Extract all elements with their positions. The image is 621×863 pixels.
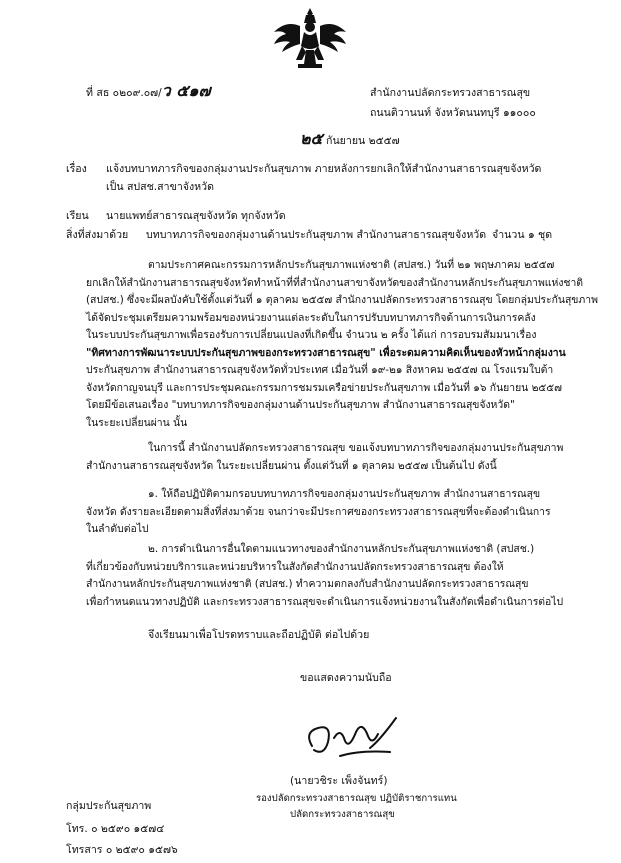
body-paragraph-1 [86, 257, 598, 432]
enclosure-label: สิ่งที่ส่งมาด้วย [66, 229, 129, 241]
enclosure-count: จำนวน ๑ ชุด [492, 229, 553, 241]
handwritten-signature [300, 712, 410, 768]
paragraph-line: "ทิศทางการพัฒนาระบบประกันสุขภาพของกระทรวงสาธารณสุข" เพื่อระดมความคิดเห็นของหัวหน้ากลุ่มงาน [86, 346, 566, 359]
paragraph-line: ในระยะเปลี่ยนผ่าน นั้น [86, 416, 188, 429]
paragraph-line: ตามประกาศคณะกรรมการหลักประกันสุขภาพแห่งชาติ (สปสช.) วันที่ ๒๑ พฤษภาคม ๒๕๕๗ [148, 259, 555, 271]
document-date [300, 130, 400, 150]
paragraph-line: ๑. ให้ถือปฏิบัติตามกรอบบทบาทภารกิจของกลุ่มงานประกันสุขภาพ สำนักงานสาธารณสุข [148, 488, 541, 500]
paragraph-line: ในลำดับต่อไป [86, 523, 149, 535]
paragraph-line: ได้จัดประชุมเตรียมความพร้อมของหน่วยงานแต่ละระดับในการปรับบทบาทภารกิจด้านการเงินการคลัง [86, 311, 536, 324]
enclosure-text: บทบาทภารกิจของกลุ่มงานด้านประกันสุขภาพ สำนักงานสาธารณสุขจังหวัด [146, 229, 487, 241]
paragraph-line: สำนักงานสาธารณสุขจังหวัด ในระยะเปลี่ยนผ่าน ตั้งแต่วันที่ ๑ ตุลาคม ๒๕๕๗ เป็นต้นไป ดังนี้ [86, 459, 497, 472]
closing-sentence: จึงเรียนมาเพื่อโปรดทราบและถือปฏิบัติ ต่อไปด้วย [148, 629, 370, 641]
courtesy-closing: ขอแสดงความนับถือ [300, 672, 392, 684]
subject-line-2: เป็น สปสช.สาขาจังหวัด [106, 181, 214, 193]
paragraph-line: ในการนี้ สำนักงานปลัดกระทรวงสาธารณสุข ขอแจ้งบทบาทภารกิจของกลุ่มงานประกันสุขภาพ [148, 442, 564, 454]
document-number [86, 82, 211, 102]
body-paragraph-2 [86, 440, 566, 475]
paragraph-line: จังหวัด ดังรายละเอียดตามสิ่งที่ส่งมาด้วย จนกว่าจะมีประกาศของกระทรวงสาธารณสุขที่จะต้องดำเนินการ [86, 505, 551, 518]
doc-number-handwritten: ว ๕๑๗ [161, 81, 211, 100]
paragraph-line: เพื่อกำหนดแนวทางปฏิบัติ และกระทรวงสาธารณสุขจะดำเนินการแจ้งหน่วยงานในสังกัดเพื่อดำเนินการต่อไป [86, 595, 564, 608]
agency-name: สำนักงานปลัดกระทรวงสาธารณสุข [370, 87, 531, 99]
salutation-text: นายแพทย์สาธารณสุขจังหวัด ทุกจังหวัด [106, 210, 286, 222]
date-month-year: กันยายน ๒๕๕๗ [326, 135, 400, 147]
signatory-title-2: ปลัดกระทรวงสาธารณสุข [290, 809, 395, 820]
paragraph-line: สำนักงานหลักประกันสุขภาพแห่งชาติ (สปสช.) ทำความตกลงกับสำนักงานปลัดกระทรวงสาธารณสุข [86, 578, 529, 590]
doc-number-label: ที่ สธ ๐๒๐๙.๐๗/ [86, 87, 162, 99]
signatory-name: (นายวชิระ เพ็งจันทร์) [290, 775, 388, 787]
footer-department: กลุ่มประกันสุขภาพ [66, 800, 152, 812]
subject-label: เรื่อง [66, 163, 87, 175]
salutation-label: เรียน [66, 210, 89, 222]
signatory-title-1: รองปลัดกระทรวงสาธารณสุข ปฏิบัติราชการแทน [256, 793, 457, 804]
paragraph-line: ยกเลิกให้สำนักงานสาธารณสุขจังหวัดทำหน้าที่ที่สำนักงานสาขาจังหวัดของสำนักงานหลักประกันสุขภาพแห่งชาติ [86, 276, 584, 289]
paragraph-line: (สปสช.) ซึ่งจะมีผลบังคับใช้ตั้งแต่วันที่ ๑ ตุลาคม ๒๕๕๗ สำนักงานปลัดกระทรวงสาธารณสุข โดยกลุ่มประกันสุขภาพ [86, 294, 598, 306]
footer-fax: โทรสาร ๐ ๒๕๙๐ ๑๕๗๖ [66, 844, 178, 856]
agency-address: ถนนติวานนท์ จังหวัดนนทบุรี ๑๑๐๐๐ [370, 107, 536, 119]
garuda-emblem-icon [270, 6, 350, 72]
paragraph-line: จังหวัดกาญจนบุรี และการประชุมคณะกรรมการชมรมเครือข่ายประกันสุขภาพ เมื่อวันที่ ๑๖ กันยายน ๒๕๕๗ [86, 381, 562, 394]
date-day-handwritten: ๒๕ [300, 129, 323, 148]
paragraph-line: ประกันสุขภาพ สำนักงานสาธารณสุขจังหวัดทั่วประเทศ เมื่อวันที่ ๑๙-๒๑ สิงหาคม ๒๕๕๗ ณ โรงแรมใบต้า [86, 364, 554, 376]
subject-line-1: แจ้งบทบาทภารกิจของกลุ่มงานประกันสุขภาพ ภายหลังการยกเลิกให้สำนักงานสาธารณสุขจังหวัด [106, 163, 542, 175]
paragraph-line: โดยมีข้อเสนอเรื่อง "บทบาทภารกิจของกลุ่มงานด้านประกันสุขภาพ สำนักงานสาธารณสุขจังหวัด" [86, 399, 515, 411]
footer-phone: โทร. ๐ ๒๕๙๐ ๑๕๗๔ [66, 823, 165, 835]
paragraph-line: ที่เกี่ยวข้องกับหน่วยบริการและหน่วยบริหารในสังกัดสำนักงานปลัดกระทรวงสาธารณสุข ต้องให้ [86, 560, 504, 573]
paragraph-line: ในระบบประกันสุขภาพเพื่อรองรับการเปลี่ยนแปลงที่เกิดขึ้น จำนวน ๒ ครั้ง ได้แก่ การอบรมสัมมนาเรื่อง [86, 329, 537, 341]
paragraph-line: ๒. การดำเนินการอื่นใดตามแนวทางของสำนักงานหลักประกันสุขภาพแห่งชาติ (สปสช.) [148, 543, 535, 555]
body-item-1 [86, 486, 566, 539]
body-item-2 [86, 541, 566, 611]
